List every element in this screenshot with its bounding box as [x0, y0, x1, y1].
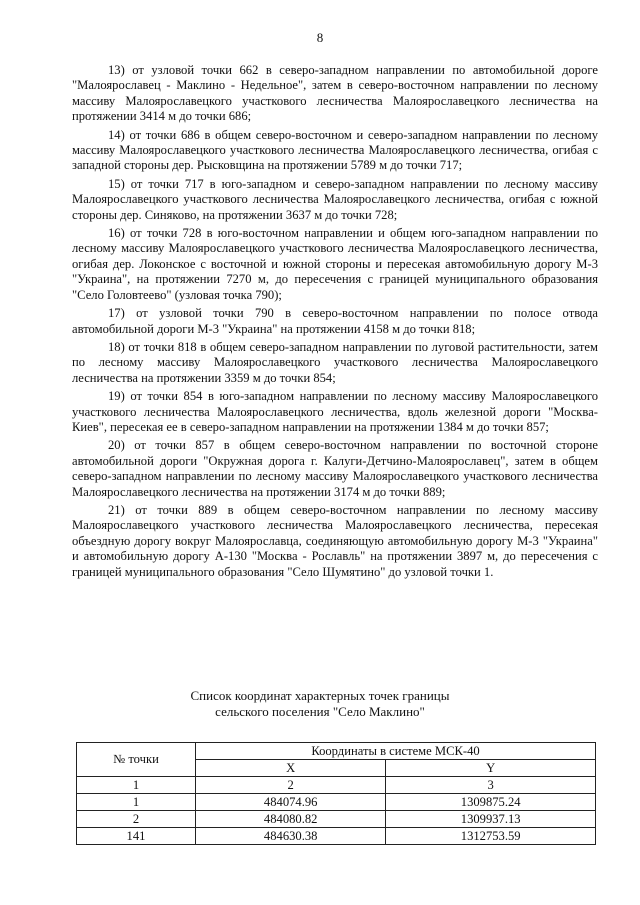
header-y: Y — [386, 760, 596, 777]
paragraph-19: 19) от точки 854 в юго-западном направлении по лесному массиву Малоярославецкого участкового лесничества Малоярославецкого лесничества, вдоль железной дороги "Москва-Киев", пересекая ее в северо-западном направлении на протяжении 1384 м до точки 857; — [72, 389, 598, 434]
column-number-row — [77, 777, 596, 794]
table-header-row — [77, 743, 596, 760]
point-y: 1312753.59 — [386, 828, 596, 845]
paragraph-14: 14) от точки 686 в общем северо-восточном и северо-западном направлении по лесному массиву Малоярославецкого участкового лесничества Малоярославецкого лесничества, огибая с западной стороны дер. Рысковщина на протяжении 5789 м до точки 717; — [72, 127, 598, 173]
list-title-line-1: Список координат характерных точек границы — [190, 688, 450, 703]
paragraph-20: 20) от точки 857 в общем северо-восточном направлении по восточной стороне автомобильной дороги "Окружная дорога г. Калуги-Детчино-Малоярославец", затем в общем северо-западном направлении по лесному массиву Малоярославецкого участкового лесничества Малоярославецкого лесничества на протяжении 3174 м до точки 889; — [72, 438, 598, 499]
point-x: 484074.96 — [196, 794, 386, 811]
point-x: 484080.82 — [196, 811, 386, 828]
column-number-2: 2 — [196, 777, 386, 794]
document-body — [72, 63, 598, 583]
header-point-number: № точки — [77, 743, 196, 777]
header-x: X — [196, 760, 386, 777]
column-number-3: 3 — [386, 777, 596, 794]
table-row — [77, 828, 596, 845]
point-number: 1 — [77, 794, 196, 811]
coordinates-list-title — [0, 688, 640, 720]
point-y: 1309937.13 — [386, 811, 596, 828]
table-row — [77, 811, 596, 828]
table-row — [77, 794, 596, 811]
paragraph-18: 18) от точки 818 в общем северо-западном направлении по луговой растительности, затем по лесному массиву Малоярославецкого участкового лесничества Малоярославецкого лесничества на протяжении 3359 м до точки 854; — [72, 339, 598, 385]
paragraph-17: 17) от узловой точки 790 в северо-восточном направлении по полосе отвода автомобильной дороги М-3 "Украина" на протяжении 4158 м до точки 818; — [72, 306, 598, 336]
paragraph-16: 16) от точки 728 в юго-восточном направлении и общем юго-западном направлении по лесному массиву Малоярославецкого участкового лесничества Малоярославецкого лесничества, огибая дер. Локонское с восточной и южной стороны и пересекая автомобильную дорогу М-3 "Украина", на протяжении 7270 м, до пересечения с границей муниципального образования "Село Головтеево" (узловая точка 790); — [72, 226, 598, 302]
paragraph-13: 13) от узловой точки 662 в северо-западном направлении по автомобильной дороге "Малоярославец - Маклино - Недельное", затем в северо-восточном направлении по лесному массиву Малоярославецкого участкового лесничества Малоярославецкого лесничества на протяжении 3414 м до точки 686; — [72, 63, 598, 124]
header-coordinate-system: Координаты в системе МСК-40 — [196, 743, 596, 760]
list-title-line-2: сельского поселения "Село Маклино" — [215, 704, 425, 719]
column-number-1: 1 — [77, 777, 196, 794]
point-number: 141 — [77, 828, 196, 845]
paragraph-21: 21) от точки 889 в общем северо-восточном направлении по лесному массиву Малоярославецкого участкового лесничества Малоярославецкого лесничества, пересекая объездную дорогу вокруг Малоярославца, соединяющую автомобильную дорогу М-3 "Украина" и автомобильную дорогу А-130 "Москва - Рославль" на протяжении 3897 м, до пересечения с границей муниципального образования "Село Шумятино" до узловой точки 1. — [72, 502, 598, 579]
page-number: 8 — [316, 30, 324, 45]
coordinates-table — [76, 742, 596, 845]
point-number: 2 — [77, 811, 196, 828]
point-x: 484630.38 — [196, 828, 386, 845]
point-y: 1309875.24 — [386, 794, 596, 811]
paragraph-15: 15) от точки 717 в юго-западном и северо-западном направлении по лесному массиву Малоярославецкого участкового лесничества Малоярославецкого лесничества, огибая с южной стороны дер. Синяково, на протяжении 3637 м до точки 728; — [72, 176, 598, 222]
